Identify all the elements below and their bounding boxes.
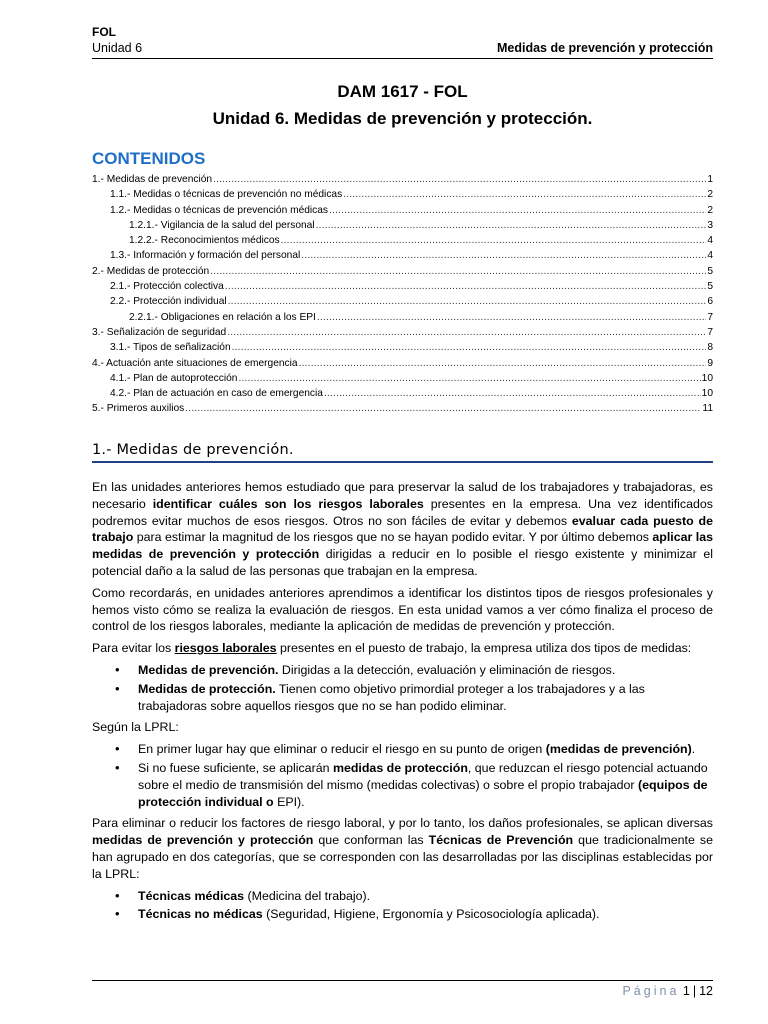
section-heading: 1.- Medidas de prevención. (92, 442, 294, 458)
toc-entry[interactable] (92, 325, 713, 340)
toc-entry-label: 1.1.- Medidas o técnicas de prevención no médicas (110, 189, 343, 201)
list-item: • Medidas de protección. Tienen como objetivo primordial proteger a los trabajadores y a las trabajadoras sobre aquellos riesgos que no se han podido eliminar. (92, 681, 713, 715)
page-word: Página (622, 984, 680, 998)
paragraph: En las unidades anteriores hemos estudiado que para preservar la salud de los trabajadores y trabajadoras, es necesario identificar cuáles son los riesgos laborales presentes en la empresa. Una vez identificados podremos evitar muchos de esos riesgos. Otros no son fáciles de evitar y debemos evaluar cada puesto de trabajo para estimar la magnitud de los riesgos que no se hayan podido evitar. Y por último debemos aplicar las medidas de prevención y protección dirigidas a reducir en lo posible el riesgo existente y minimizar el potencial daño a la salud de las personas que trabajan en la empresa. (92, 480, 713, 578)
toc-entry-page: 4 (707, 250, 713, 262)
toc-leader (317, 310, 706, 325)
toc-entry-label: 2.- Medidas de protección (92, 265, 210, 277)
toc-leader (301, 248, 706, 263)
page-separator: | (692, 984, 697, 998)
toc-leader (210, 264, 706, 279)
riesgos-laborales-link[interactable]: riesgos laborales (174, 641, 277, 656)
list-item: • Si no fuese suficiente, se aplicarán medidas de protección, que reduzcan el riesgo potencial actuando sobre el medio de transmisión del mismo (medidas colectivas) o sobre el propio trabajador (equipos de protección individual o EPI). (92, 760, 713, 810)
toc-leader (185, 401, 701, 416)
toc-entry[interactable] (92, 340, 713, 355)
toc-leader (316, 218, 707, 233)
toc-leader (228, 294, 707, 309)
toc-entry[interactable] (92, 203, 713, 218)
toc-entry[interactable] (92, 233, 713, 248)
toc-entry-page: 1 (707, 174, 713, 185)
toc-entry-page: 2 (707, 204, 713, 216)
bullet-list (92, 888, 713, 924)
toc-entry-page: 10 (701, 388, 713, 400)
paragraph: Para evitar los riesgos laborales presentes en el puesto de trabajo, la empresa utiliza dos tipos de medidas: (92, 641, 692, 656)
list-item: • Técnicas médicas (Medicina del trabajo). (92, 888, 713, 905)
toc-entry-label: 4.2.- Plan de actuación en caso de emergencia (110, 388, 323, 400)
toc-leader (281, 233, 707, 248)
toc-entry-page: 5 (707, 265, 713, 277)
toc-leader (343, 187, 706, 202)
header-divider (92, 58, 713, 59)
toc-entry-label: 2.2.1.- Obligaciones en relación a los EPI (129, 311, 316, 323)
toc-entry-label: 3.1.- Tipos de señalización (110, 342, 231, 354)
header-course: FOL (92, 25, 116, 39)
toc-entry-page: 6 (707, 296, 713, 308)
toc-leader (238, 371, 700, 386)
page-number: 1 (682, 984, 690, 998)
list-item: • Técnicas no médicas (Seguridad, Higiene, Ergonomía y Psicosociología aplicada). (92, 906, 713, 923)
toc-entry[interactable] (92, 172, 713, 187)
header-topic: Medidas de prevención y protección (496, 41, 713, 55)
document-subtitle: Unidad 6. Medidas de prevención y protección. (212, 109, 593, 128)
toc-leader (227, 325, 706, 340)
toc-entry-label: 2.2.- Protección individual (110, 296, 227, 308)
list-item: • Medidas de prevención. Dirigidas a la detección, evaluación y eliminación de riesgos. (92, 662, 713, 679)
toc-entry-page: 7 (707, 326, 713, 338)
toc-entry-label: 1.2.- Medidas o técnicas de prevención médicas (110, 204, 329, 216)
section-body (92, 479, 713, 928)
toc-entry-page: 8 (707, 342, 713, 354)
header-unit: Unidad 6 (92, 41, 143, 55)
toc-entry[interactable] (92, 356, 713, 371)
toc-entry-page: 3 (707, 219, 713, 231)
toc-entry[interactable] (92, 310, 713, 325)
toc-entry[interactable] (92, 248, 713, 263)
toc-entry[interactable] (92, 401, 713, 416)
toc-leader (299, 356, 707, 371)
paragraph: Según la LPRL: (92, 720, 179, 735)
toc-entry[interactable] (92, 371, 713, 386)
toc-entry-label: 1.- Medidas de prevención (92, 174, 213, 185)
toc-entry-label: 1.3.- Información y formación del personal (110, 250, 301, 262)
toc-entry-label: 2.1.- Protección colectiva (110, 281, 224, 293)
paragraph: Como recordarás, en unidades anteriores aprendimos a identificar los distintos tipos de riesgos profesionales y hemos visto cómo se realiza la evaluación de riesgos. En esta unidad vamos a ver cómo finaliza el proceso de control de los riesgos laborales, mediante la aplicación de medidas de prevención y protección. (92, 585, 713, 634)
toc-entry-label: 1.2.1.- Vigilancia de la salud del personal (129, 219, 315, 231)
toc-entry-page: 7 (707, 311, 713, 323)
document-page (92, 0, 713, 1024)
toc-entry-page: 10 (701, 372, 713, 384)
toc-entry-page: 4 (707, 235, 713, 247)
toc-leader (324, 386, 701, 401)
toc-leader (329, 203, 706, 218)
toc-entry[interactable] (92, 386, 713, 401)
footer-divider (92, 980, 713, 981)
toc-entry-label: 5.- Primeros auxilios (92, 403, 185, 415)
toc-entry[interactable] (92, 294, 713, 309)
page-footer (622, 984, 713, 998)
toc-entry-label: 4.- Actuación ante situaciones de emergencia (92, 357, 298, 369)
toc-entry-page: 5 (707, 281, 713, 293)
table-of-contents (92, 172, 713, 417)
toc-entry[interactable] (92, 218, 713, 233)
page-total: 12 (699, 984, 713, 998)
toc-entry-page: 2 (707, 189, 713, 201)
bullet-list (92, 741, 713, 810)
paragraph: Para eliminar o reducir los factores de riesgo laboral, y por lo tanto, los daños profesionales, se aplican diversas medidas de prevención y protección que conforman las Técnicas de Prevención que tradicionalmente se han agrupado en dos categorías, que se corresponden con las desarrolladas por las disciplinas establecidas por la LPRL: (92, 816, 713, 881)
toc-entry-label: 3.- Señalización de seguridad (92, 326, 227, 338)
contents-heading: CONTENIDOS (92, 149, 206, 168)
toc-entry[interactable] (92, 279, 713, 294)
toc-entry-page: 11 (702, 403, 713, 415)
toc-entry-page: 9 (707, 357, 713, 369)
toc-leader (225, 279, 707, 294)
toc-leader (232, 340, 707, 355)
toc-entry-label: 4.1.- Plan de autoprotección (110, 372, 238, 384)
bullet-list (92, 662, 713, 714)
document-title: DAM 1617 - FOL (337, 82, 468, 101)
toc-entry[interactable] (92, 187, 713, 202)
toc-leader (213, 172, 706, 187)
list-item: • En primer lugar hay que eliminar o reducir el riesgo en su punto de origen (medidas de prevención). (92, 741, 713, 758)
section-divider (92, 461, 713, 463)
toc-entry-label: 1.2.2.- Reconocimientos médicos (129, 235, 280, 247)
toc-entry[interactable] (92, 264, 713, 279)
